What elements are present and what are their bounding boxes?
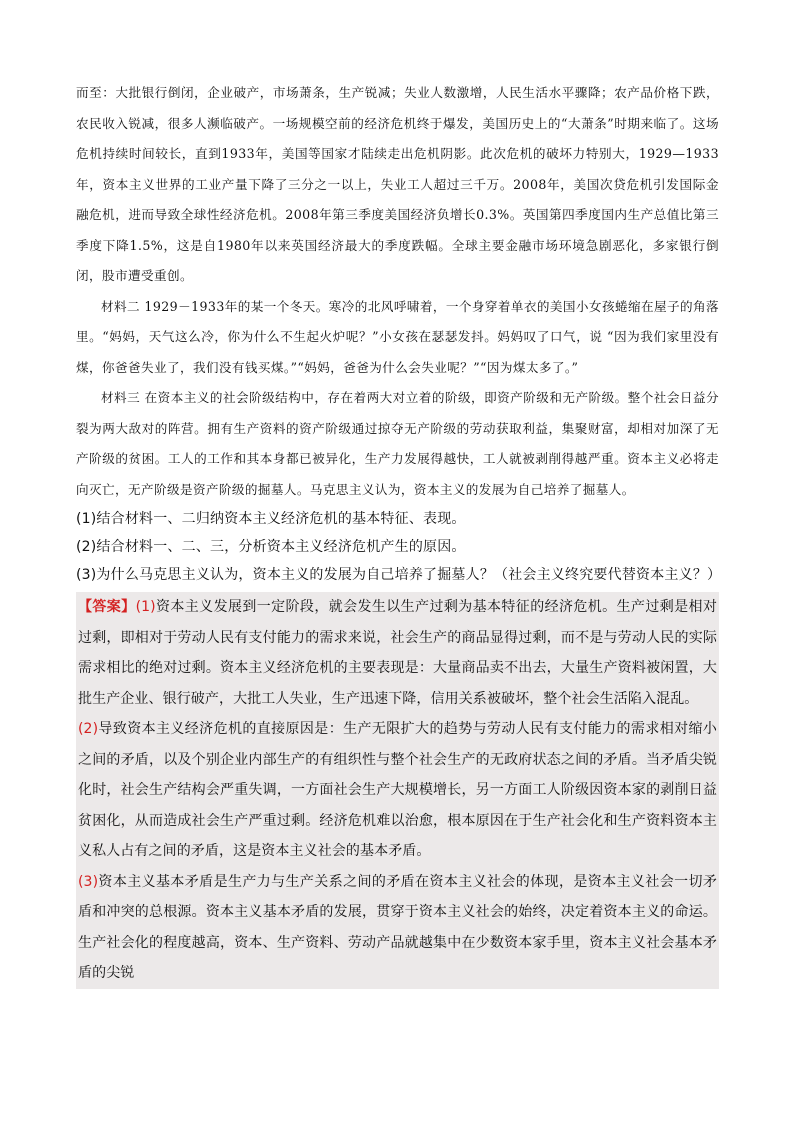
answer-2-text: 导致资本主义经济危机的直接原因是：生产无限扩大的趋势与劳动人民有支付能力的需求相对缩小之间的矛盾，以及个别企业内部生产的有组织性与整个社会生产的无政府状态之间的矛盾。当矛盾尖锐化时，社会生产结构会严重失调，一方面社会生产大规模增长，另一方面工人阶级因资本家的剥削日益贫困化，从而造成社会生产严重过剩。经济危机难以治愈，根本原因在于生产社会化和生产资料资本主义私人占有之间的矛盾，这是资本主义社会的基本矛盾。 [78, 721, 717, 859]
question-1: (1)结合材料一、二归纳资本主义经济危机的基本特征、表现。 [76, 511, 466, 527]
answer-1-number: (1) [135, 599, 156, 615]
document-page [76, 78, 722, 989]
question-2: (2)结合材料一、二、三，分析资本主义经济危机产生的原因。 [76, 539, 466, 555]
answer-2-number: (2) [78, 721, 99, 737]
answer-block [76, 592, 719, 989]
answer-1 [78, 592, 717, 714]
material-two: 材料二 1929－1933年的某一个冬天。寒冷的北风呼啸着，一个身穿着单衣的美国小女孩蜷缩在屋子的角落里。“妈妈，天气这么冷，你为什么不生起火炉呢？”小女孩在瑟瑟发抖。妈妈叹了口气，说 “因为我们家里没有煤，你爸爸失业了，我们没有钱买煤。”“妈妈，爸爸为什么会失业呢？”“因为煤太多了。” [76, 298, 719, 375]
answer-3-number: (3) [78, 873, 99, 890]
material-three: 材料三 在资本主义的社会阶级结构中，存在着两大对立着的阶级，即资产阶级和无产阶级。整个社会日益分裂为两大敌对的阵营。拥有生产资料的资产阶级通过掠夺无产阶级的劳动获取利益，集聚财富，却相对加深了无产阶级的贫困。工人的工作和其本身都已被异化，生产力发展得越快，工人就被剥削得越严重。资本主义必将走向灭亡，无产阶级是资产阶级的掘墓人。马克思主义认为，资本主义的发展为自己培养了掘墓人。 [76, 390, 719, 497]
material-one-continuation: 而至：大批银行倒闭，企业破产，市场萧条，生产锐减；失业人数激增，人民生活水平骤降；农产品价格下跌，农民收入锐减，很多人濒临破产。一场规模空前的经济危机终于爆发，美国历史上的“大萧条”时期来临了。这场危机持续时间较长，直到1933年，美国等国家才陆续走出危机阴影。此次危机的破坏力特别大，1929—1933年，资本主义世界的工业产量下降了三分之一以上，失业工人超过三千万。2008年，美国次贷危机引发国际金融危机，进而导致全球性经济危机。2008年第三季度美国经济负增长0.3%。英国第四季度国内生产总值比第三季度下降1.5%，这是自1980年以来英国经济最大的季度跌幅。全球主要金融市场环境急剧恶化，多家银行倒闭，股市遭受重创。 [76, 85, 719, 283]
answer-2 [78, 714, 717, 867]
answer-label: 【答案】 [78, 599, 136, 615]
answer-3-text: 资本主义基本矛盾是生产力与生产关系之间的矛盾在资本主义社会的体现，是资本主义社会一切矛盾和冲突的总根源。资本主义基本矛盾的发展，贯穿于资本主义社会的始终，决定着资本主义的命运。生产社会化的程度越高，资本、生产资料、劳动产品就越集中在少数资本家手里，资本主义社会基本矛盾的尖锐 [78, 873, 717, 981]
answer-1-text: 资本主义发展到一定阶段，就会发生以生产过剩为基本特征的经济危机。生产过剩是相对过剩，即相对于劳动人民有支付能力的需求来说，社会生产的商品显得过剩，而不是与劳动人民的实际需求相比的绝对过剩。资本主义经济危机的主要表现是：大量商品卖不出去，大量生产资料被闲置，大批生产企业、银行破产，大批工人失业，生产迅速下降，信用关系被破坏，整个社会生活陷入混乱。 [78, 599, 717, 707]
answer-3 [78, 867, 717, 989]
question-3: (3)为什么马克思主义认为，资本主义的发展为自己培养了掘墓人？（社会主义终究要代替资本主义？） [76, 567, 722, 583]
